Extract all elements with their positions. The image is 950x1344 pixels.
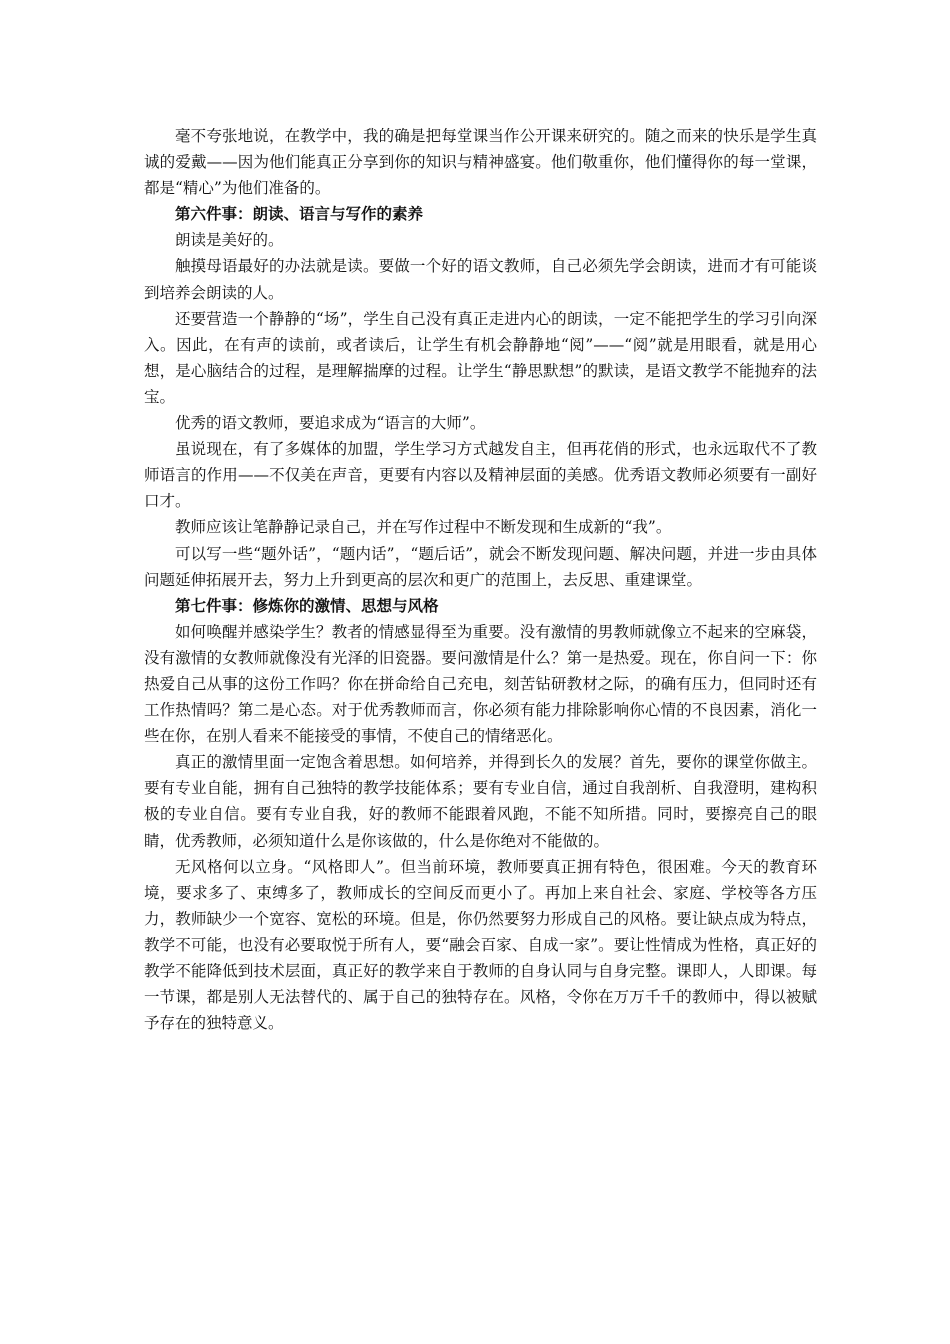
paragraph-style: 无风格何以立身。“风格即人”。但当前环境，教师要真正拥有特色，很困难。今天的教育环境，要求多了、束缚多了，教师成长的空间反而更小了。再加上来自社会、家庭、学校等各方压力，教师缺少一个宽容、宽松的环境。但是，你仍然要努力形成自己的风格。要让缺点成为特点，教学不可能，也没有必要取悦于所有人，要“融会百家、自成一家”。要让性情成为性格，真正好的教学不能降低到技术层面，真正好的教学来自于教师的自身认同与自身完整。课即人，人即课。每一节课，都是别人无法替代的、属于自己的独特存在。风格，令你在万万千千的教师中，得以被赋予存在的独特意义。 <box>144 857 817 1033</box>
paragraph-passion: 如何唤醒并感染学生？教者的情感显得至为重要。没有激情的男教师就像立不起来的空麻袋，没有激情的女教师就像没有光泽的旧瓷器。要问激情是什么？第一是热爱。现在，你自问一下：你热爱自己从事的这份工作吗？你在拼命给自己充电，刻苦钻研教材之际，的确有压力，但同时还有工作热情吗？第二是心态。对于优秀教师而言，你必须有能力排除影响你心情的不良因素，消化一些在你，在别人看来不能接受的事情，不使自己的情绪恶化。 <box>144 622 817 746</box>
paragraph-multimedia: 虽说现在，有了多媒体的加盟，学生学习方式越发自主，但再花俏的形式，也永远取代不了教师语言的作用——不仅美在声音，更要有内容以及精神层面的美感。优秀语文教师必须要有一副好口才。 <box>144 440 817 511</box>
paragraph-reading-beautiful: 朗读是美好的。 <box>175 231 284 250</box>
paragraph-topics: 可以写一些“题外话”，“题内话”，“题后话”，就会不断发现问题、解决问题，并进一步由具体问题延伸拓展开去，努力上升到更高的层次和更广的范围上，去反思、重建课堂。 <box>144 544 817 589</box>
section-heading-six: 第六件事：朗读、语言与写作的素养 <box>175 204 424 224</box>
paragraph-writing: 教师应该让笔静静记录自己，并在写作过程中不断发现和生成新的“我”。 <box>175 518 672 537</box>
paragraph-mother-tongue: 触摸母语最好的办法就是读。要做一个好的语文教师，自己必须先学会朗读，进而才有可能谈到培养会朗读的人。 <box>144 257 817 302</box>
paragraph-quiet-field: 还要营造一个静静的“场”，学生自己没有真正走进内心的朗读，一定不能把学生的学习引向深入。因此，在有声的读前，或者读后，让学生有机会静静地“阅”——“阅”就是用眼看，就是用心想，是心脑结合的过程，是理解揣摩的过程。让学生“静思默想”的默读，是语文教学不能抛弃的法宝。 <box>144 309 817 406</box>
paragraph-thought: 真正的激情里面一定饱含着思想。如何培养，并得到长久的发展？首先，要你的课堂你做主。要有专业自能，拥有自己独特的教学技能体系；要有专业自信，通过自我剖析、自我澄明，建构积极的专业自信。要有专业自我，好的教师不能跟着风跑，不能不知所措。同时，要擦亮自己的眼睛，优秀教师，必须知道什么是你该做的，什么是你绝对不能做的。 <box>144 753 817 850</box>
paragraph-intro: 毫不夸张地说，在教学中，我的确是把每堂课当作公开课来研究的。随之而来的快乐是学生真诚的爱戴——因为他们能真正分享到你的知识与精神盛宴。他们敬重你，他们懂得你的每一堂课，都是“精心”为他们准备的。 <box>144 127 817 198</box>
document-body <box>144 123 817 1036</box>
section-heading-seven: 第七件事：修炼你的激情、思想与风格 <box>175 595 439 615</box>
paragraph-language-master: 优秀的语文教师，要追求成为“语言的大师”。 <box>175 414 486 433</box>
